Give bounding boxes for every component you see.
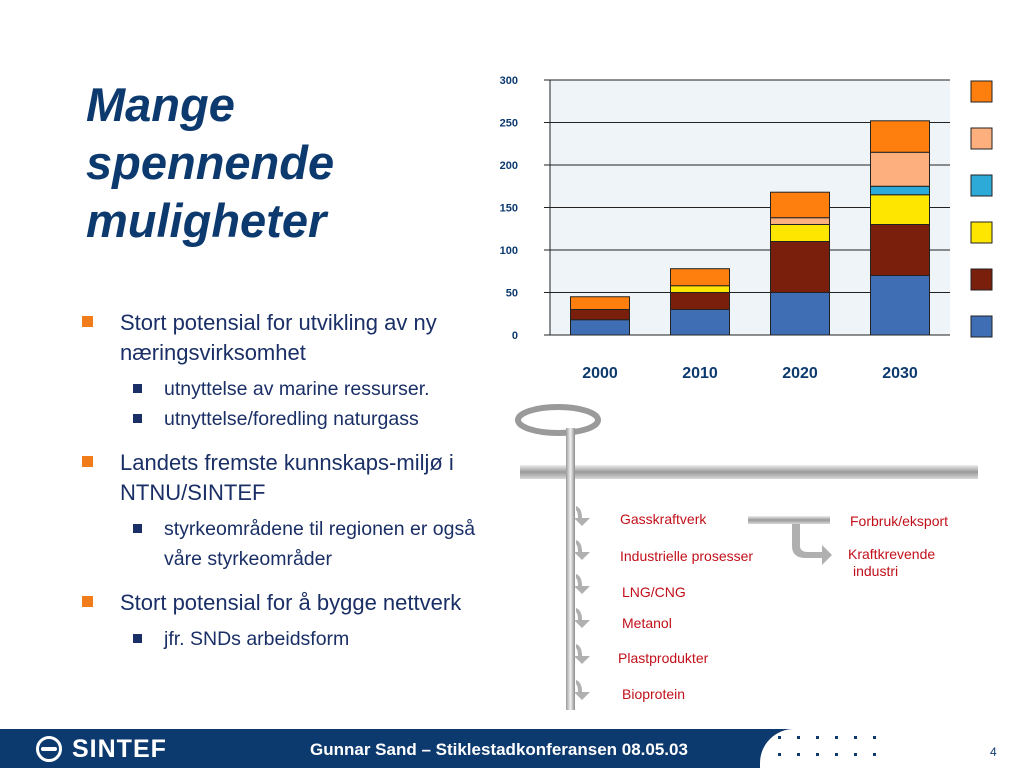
bullet-item — [82, 448, 482, 508]
stacked-bar-chart — [480, 70, 1020, 390]
bar-segment — [771, 218, 830, 225]
elbow-arrow-icon — [792, 524, 832, 565]
bar-segment — [871, 152, 930, 186]
x-tick-label: 2000 — [582, 365, 618, 382]
sub-bullet-marker — [133, 634, 142, 643]
dot — [873, 753, 876, 756]
y-tick-label: 250 — [499, 117, 518, 130]
sintef-logo-icon — [36, 736, 62, 762]
x-tick-label: 2020 — [782, 365, 818, 382]
legend-swatch — [971, 175, 992, 196]
dot — [873, 736, 876, 739]
y-tick-label: 0 — [511, 330, 518, 342]
output-gasskraftverk: Gasskraftverk — [620, 511, 707, 527]
legend-swatch — [971, 222, 992, 243]
sub-bullet-marker — [133, 414, 142, 423]
legend-swatch — [971, 269, 992, 290]
bar-segment — [671, 269, 730, 286]
sintef-logo — [36, 735, 167, 763]
output-industri: industri — [853, 563, 899, 579]
bar-segment — [671, 293, 730, 310]
y-tick-label: 300 — [499, 75, 518, 87]
bar-segment — [571, 320, 630, 335]
dot-pattern — [778, 734, 898, 764]
y-tick-label: 150 — [499, 202, 518, 215]
bar-segment — [771, 242, 830, 293]
title-line-3: muligheter — [86, 194, 327, 247]
dot — [835, 753, 838, 756]
dot — [797, 736, 800, 739]
dot — [816, 753, 819, 756]
bar-segment — [671, 286, 730, 293]
footer-text: Gunnar Sand – Stiklestadkonferansen 08.05.03 — [310, 740, 688, 759]
output-lng-cng: LNG/CNG — [622, 584, 686, 600]
dot — [835, 736, 838, 739]
valve-wheel-icon — [518, 407, 598, 433]
title-line-2: spennende — [86, 136, 335, 189]
bar-segment — [571, 297, 630, 310]
dot — [854, 736, 857, 739]
branch-arrow-icon — [574, 680, 590, 700]
sub-bullet-item — [82, 514, 482, 574]
sub-bullet-text: jfr. SNDs arbeidsform — [164, 628, 350, 650]
output-plastprodukter: Plastprodukter — [618, 650, 709, 666]
dot — [854, 753, 857, 756]
chart-svg — [480, 70, 1020, 390]
bar-segment — [871, 195, 930, 225]
legend-swatch — [971, 316, 992, 337]
bullet-item — [82, 588, 482, 618]
sub-bullet-item — [82, 404, 482, 434]
bar-segment — [871, 186, 930, 195]
page-number: 4 — [990, 745, 997, 759]
bullet-text: Stort potensial for å bygge nettverk — [120, 590, 462, 615]
y-tick-label: 200 — [499, 160, 518, 172]
sub-bullet-marker — [133, 524, 142, 533]
sub-bullet-text: styrkeområdene til regionen er også våre styrkeområder — [164, 518, 476, 570]
branch-arrow-icon — [574, 506, 590, 526]
bullet-item — [82, 308, 482, 368]
bar-segment — [571, 310, 630, 320]
bar-segment — [771, 293, 830, 336]
branch-arrow-icon — [574, 644, 590, 664]
bar-segment — [671, 310, 730, 336]
y-tick-label: 100 — [499, 245, 518, 257]
x-tick-label: 2010 — [682, 365, 718, 382]
output-kraftkrevende: Kraftkrevende — [848, 546, 936, 562]
sub-bullet-item — [82, 624, 482, 654]
bar-segment — [871, 276, 930, 336]
dot — [778, 753, 781, 756]
legend-swatch — [971, 81, 992, 102]
bar-segment — [771, 192, 830, 218]
bullet-marker — [82, 596, 93, 607]
dot — [797, 753, 800, 756]
bullet-list — [82, 308, 482, 654]
logo-text: SINTEF — [72, 734, 167, 763]
main-pipe — [520, 465, 978, 479]
output-metanol: Metanol — [622, 615, 672, 631]
sub-bullet-text: utnyttelse av marine ressurser. — [164, 378, 430, 400]
dot — [778, 736, 781, 739]
title-line-1: Mange — [86, 78, 235, 131]
bullet-marker — [82, 456, 93, 467]
dot — [816, 736, 819, 739]
x-tick-label: 2030 — [882, 365, 918, 382]
legend-swatch — [971, 128, 992, 149]
output-bioprotein: Bioprotein — [622, 686, 686, 702]
y-tick-label: 50 — [505, 287, 518, 300]
bullet-marker — [82, 316, 93, 327]
branch-arrow-icon — [574, 608, 590, 628]
vertical-pipe — [566, 428, 575, 710]
bullet-text: Stort potensial for utvikling av ny næringsvirksomhet — [120, 310, 437, 365]
bar-segment — [771, 225, 830, 242]
sub-bullet-text: utnyttelse/foredling naturgass — [164, 408, 419, 430]
bullet-text: Landets fremste kunnskaps-miljø i NTNU/SINTEF — [120, 450, 454, 505]
slide-title — [86, 76, 416, 250]
branch-arrow-icon — [574, 574, 590, 594]
sub-bullet-item — [82, 374, 482, 404]
branch-arrow-icon — [574, 540, 590, 560]
branch-arrows — [574, 506, 590, 700]
gasskraft-pipe — [748, 516, 830, 524]
gas-value-chain-diagram — [510, 400, 990, 720]
output-industrielle-prosesser: Industrielle prosesser — [620, 548, 754, 564]
sub-bullet-marker — [133, 384, 142, 393]
bar-segment — [871, 225, 930, 276]
bar-segment — [871, 121, 930, 152]
output-forbruk-eksport: Forbruk/eksport — [850, 513, 949, 529]
